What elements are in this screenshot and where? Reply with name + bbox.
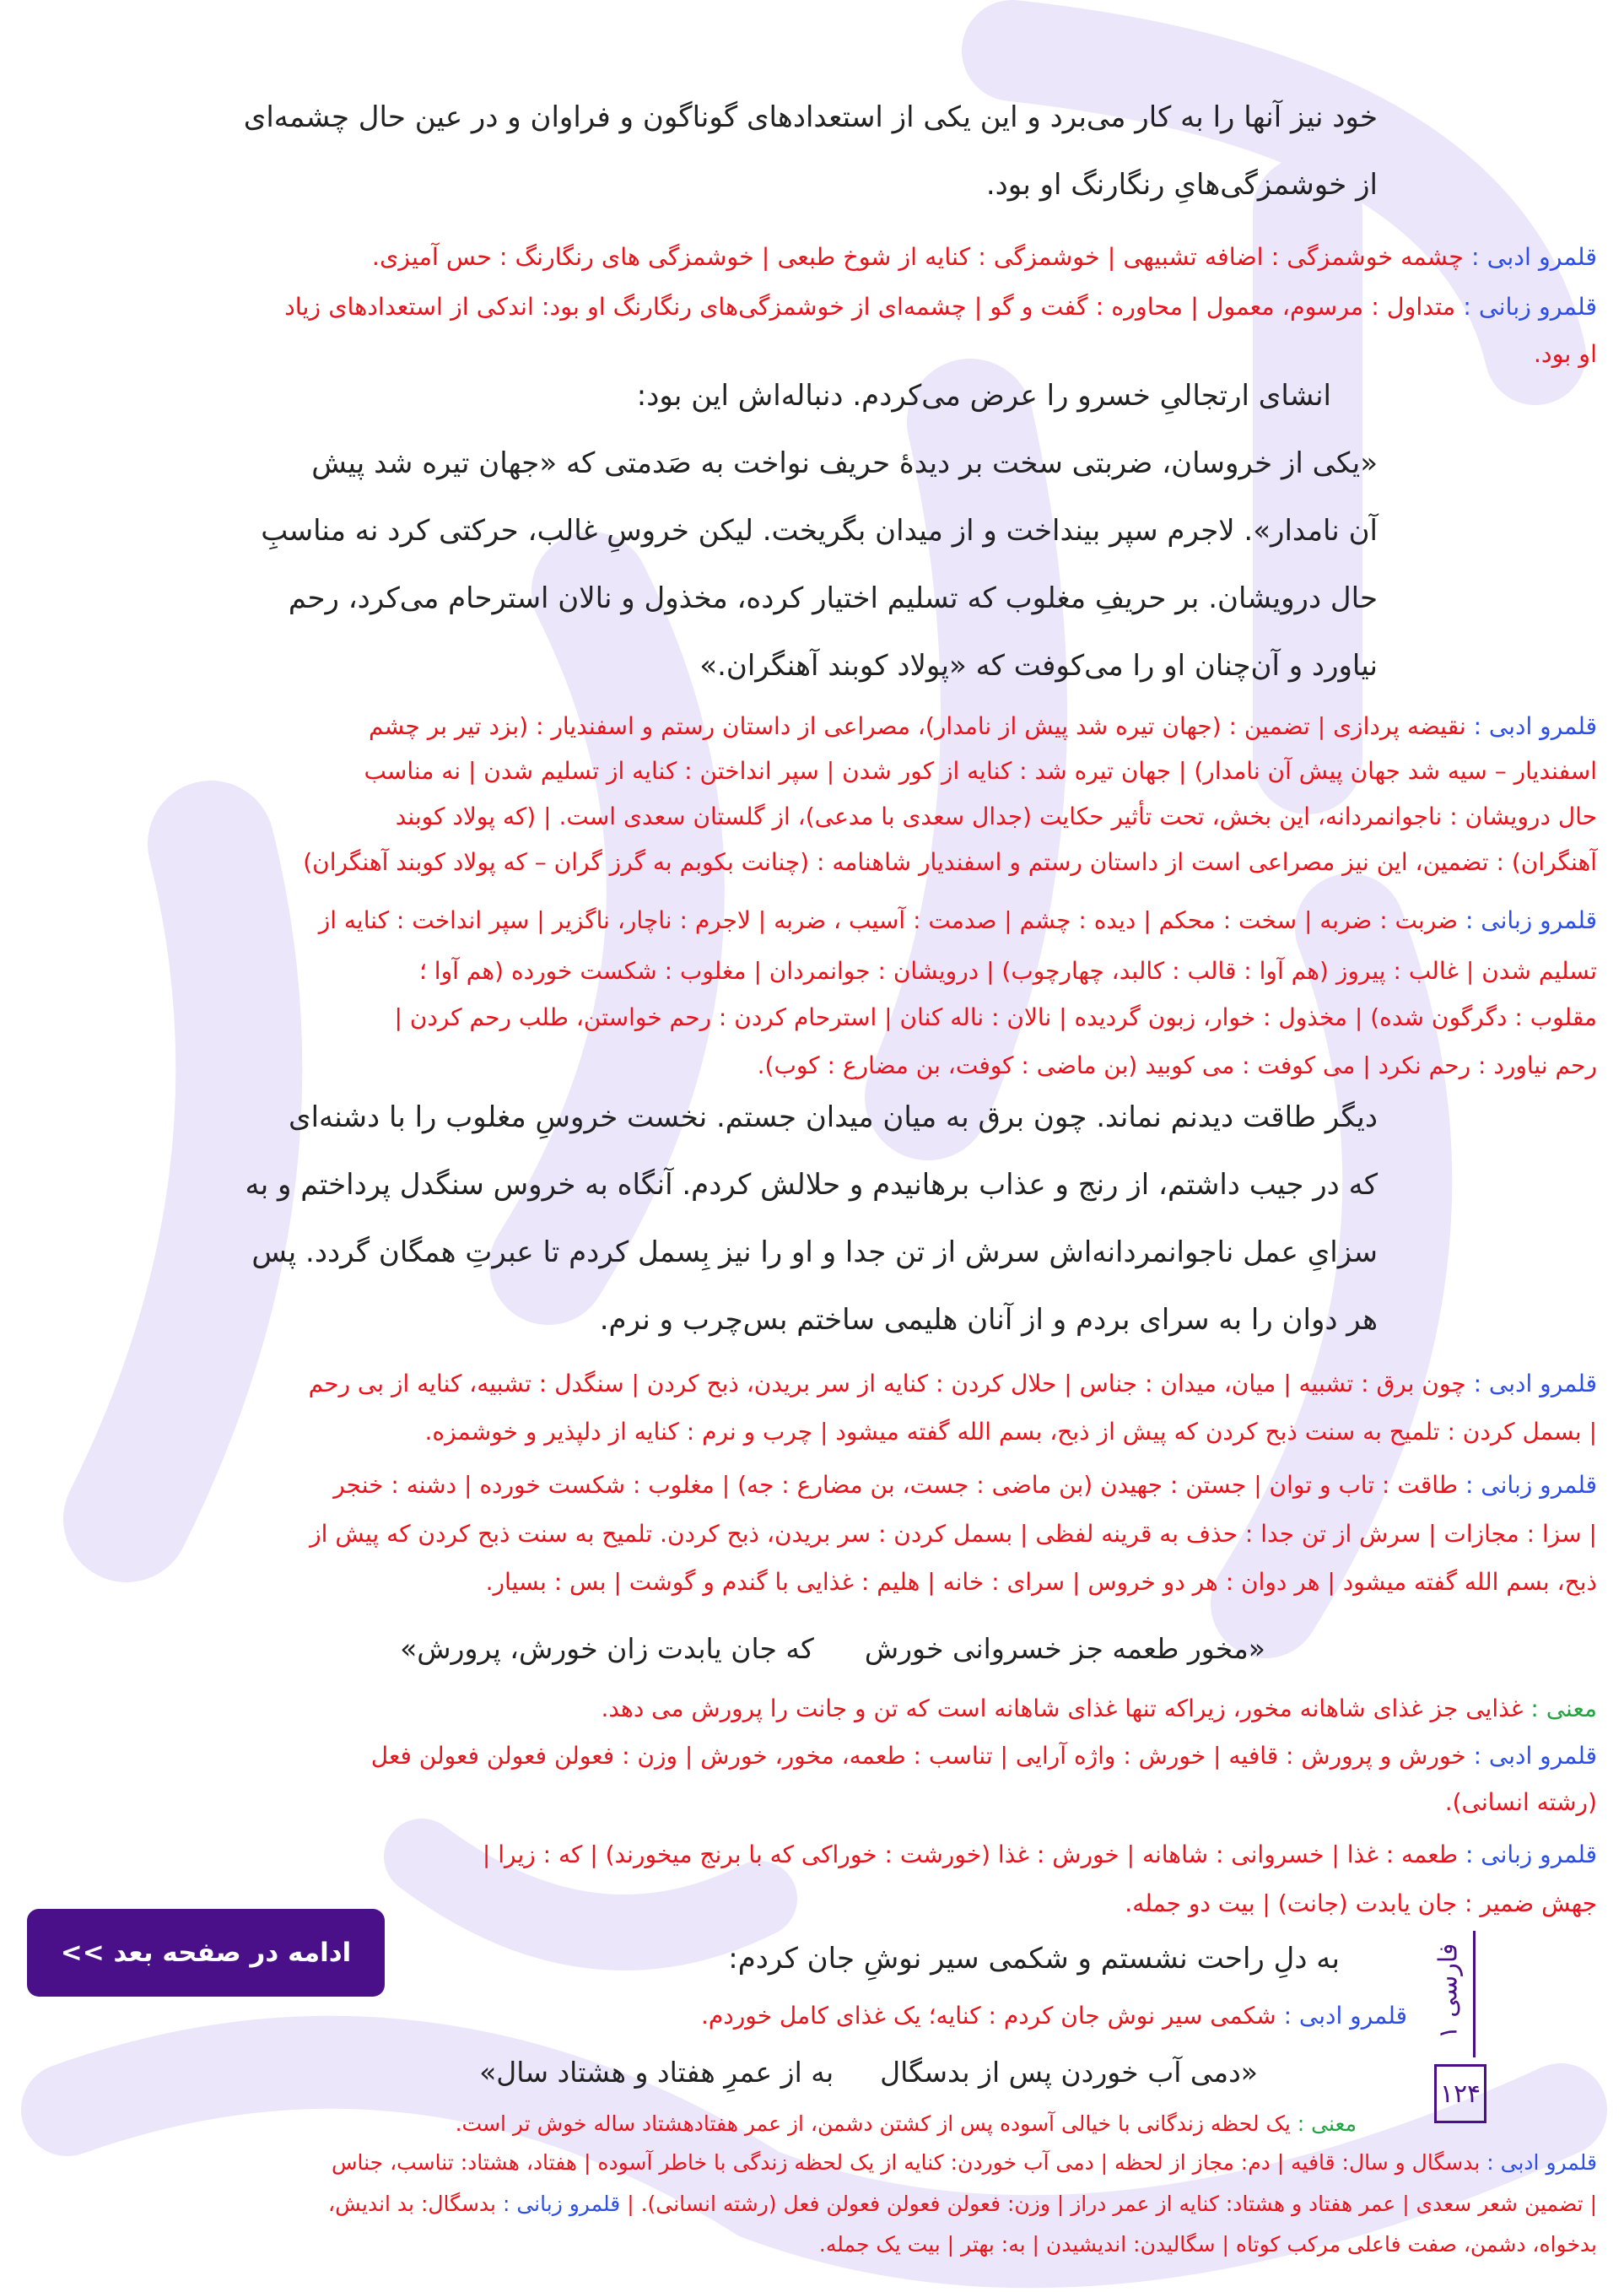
linguistic-note [483,1833,1597,1876]
note-continuation: بدخواه، دشمن، صفت فاعلی مرکب کوتاه | سگالیدن: اندیشیدن | به: بهتر | بیت یک جمله. [818,2232,1597,2257]
passage-line: که در جیب داشتم، از رنج و عذاب برهانیدم و حلالش کردم. آنگاه به خروس سنگدل پرداختم و به [245,1168,1378,1202]
verse-hemistich-2: که جان یابدت زان خورش، پرورش» [400,1632,814,1665]
note-continuation: آهنگران) : تضمین، این نیز مصراعی است از داستان رستم و اسفندیار شاهنامه : (چنانت بکوبم به گرز گران – که پولاد کوبند آهنگران) [303,848,1597,876]
note-label: قلمرو زبانی : [502,2192,621,2216]
note-text: چون برق : تشبیه | میان، میدان : جناس | حلال کردن : کنایه از سر بریدن، ذبح کردن | سنگدل : تشبیه، کنایه از بی رحم [308,1370,1466,1397]
note-continuation: جهش ضمیر : جان یابدت (جانت) | بیت دو جمله. [1125,1889,1597,1917]
note-continuation: | بسمل کردن : تلمیح به سنت ذبح کردن که پیش از ذبح، بسم الله گفته میشود | چرب و نرم : کنایه از دلپذیر و خوشمزه. [424,1418,1597,1446]
note-label: معنی : [1530,1695,1597,1722]
note-text: غذایی جز غذای شاهانه مخور، زیراکه تنها غذای شاهانه است که تن و جانت را پرورش می دهد. [601,1695,1524,1722]
note-text: | تضمین شعر سعدی | عمر هفتاد و هشتاد: کنایه از عمر دراز | وزن: فعولن فعولن فعولن فعل (رشته انسانی). | [627,2192,1597,2216]
note-text: متداول : مرسوم، معمول | محاوره : گفت و گو | چشمه‌ای از خوشمزگی‌های رنگارنگ او بود: اندکی از استعدادهای زیاد [284,293,1456,321]
page-number-box [1434,2064,1486,2123]
note-label: قلمرو زبانی : [1463,293,1597,321]
literary-note [309,1362,1597,1405]
note-text: نقیضه پردازی | تضمین : (جهان تیره شد پیش از نامدار)، مصراعی از داستان رستم و اسفندیار : (بزد تیر بر چشم [368,712,1466,740]
continue-next-page-button[interactable]: ادامه در صفحه بعد >> [27,1909,385,1997]
verse [479,2043,1258,2102]
note-continuation: | سزا : مجازات | سرش از تن جدا : حذف به قرینه لفظی | بسمل کردن : سر بریدن، ذبح کردن. تلمیح به سنت ذبح کردن که پیش از [310,1520,1597,1548]
passage-line: هر دوان را به سرای بردم و از آنان هلیمی ساختم بس‌چرب و نرم. [599,1303,1378,1337]
note-continuation: ذبح، بسم الله گفته میشود | هر دوان : هر دو خروس | سرای : خانه | هلیم : غذایی با گندم و گوشت | بس : بسیار. [485,1568,1597,1596]
passage-line: نیاورد و آن‌چنان او را می‌کوفت که «پولاد کوبند آهنگران.» [699,649,1378,683]
note-continuation: (رشته انسانی). [1444,1788,1597,1816]
page-number: ۱۲۴ [1439,2078,1481,2109]
verse [400,1619,1265,1678]
note-label: قلمرو زبانی : [1465,1841,1597,1868]
passage-line: به دلِ راحت نشستم و شکمی سیر نوشِ جان کردم: [728,1942,1340,1976]
note-text: خورش و پرورش : قافیه | خورش : واژه آرایی | تناسب : طعمه، مخور، خورش | وزن : فعولن فعولن فعولن فعل [370,1742,1466,1770]
note-text: ضربت : ضربه | سخت : محکم | دیده : چشم | صدمت : آسیب ، ضربه | لاجرم : ناچار، ناگزیر | سپر انداخت : کنایه از [318,906,1459,934]
linguistic-note [319,899,1597,942]
note-continuation: حال درویشان : ناجوانمردانه، این بخش، تحت تأثیر حکایت (جدال سعدی با مدعی)، از گلستان سعدی است. | (که پولاد کوبند [395,803,1597,830]
literary-note [372,235,1597,278]
note-continuation: مقلوب : دگرگون شده) | مخذول : خوار، زبون گردیده | نالان : ناله کنان | استرحام کردن : رحم خواستن، طلب رحم کردن | [394,1003,1597,1031]
passage-line: خود نیز آنها را به کار می‌برد و این یکی از استعدادهای گوناگون و فراوان و در عین حال چشمه‌ای [243,100,1378,134]
linguistic-note [284,285,1597,328]
book-title: فارسی ۱ [1433,1943,1464,2040]
note-label: قلمرو زبانی : [1465,1471,1597,1499]
verse-hemistich-2: به از عمرِ هفتاد و هشتاد سال» [479,2056,834,2089]
literary-note [701,1994,1407,2037]
note-text: طعمه : غذا | خسروانی : شاهانه | خورش : غذا (خورشت : خوراکی که با برنج میخورند) | که : زیرا | [482,1841,1459,1868]
passage-line: دیگر طاقت دیدنم نماند. چون برق به میان میدان جستم. نخست خروسِ مغلوب را با دشنه‌ای [288,1100,1378,1134]
note-continuation [328,2185,1597,2224]
note-continuation: اسفندیار – سیه شد جهان پیش آن نامدار) | جهان تیره شد : کنایه از کور شدن | سپر انداختن : کنایه از تسلیم شدن | نه مناسب [364,757,1597,785]
note-continuation: او بود. [1533,340,1597,368]
meaning-note [601,1687,1597,1730]
note-text: شکمی سیر نوش جان کردم : کنایه؛ یک غذای کامل خوردم. [701,2002,1276,2030]
meaning-note [456,2105,1357,2143]
note-label: قلمرو ادبی : [1470,243,1597,271]
note-label: قلمرو ادبی : [1283,2002,1407,2030]
book-label [1424,1931,1476,2057]
note-label: قلمرو زبانی : [1465,906,1597,934]
passage-line: سزایِ عمل ناجوانمردانه‌اش سرش از تن جدا و او را نیز بِسمل کردم تا عبرتِ همگان گردد. پس [251,1235,1378,1269]
note-text: بدسگال: بد اندیش، [328,2192,496,2216]
note-continuation: رحم نیاورد : رحم نکرد | می کوفت : می کوبید (بن ماضی : کوفت، بن مضارع : کوب). [757,1051,1597,1079]
note-label: قلمرو ادبی : [1473,1742,1597,1770]
verse-hemistich-1: «مخور طعمه جز خسروانی خورش [864,1632,1265,1665]
literary-note [369,705,1597,748]
passage-line: «یکی از خروسان، ضربتی سخت بر دیدهٔ حریف نواخت به صَدمتی که «جهان تیره شد پیش [311,446,1378,480]
note-text: بدسگال و سال: قافیه | دم: مجاز از لحظه | دمی آب خوردن: کنایه از یک لحظه زندگی با خاطر آسوده | هفتاد، هشتاد: تناسب، جناس [331,2150,1481,2175]
literary-note [371,1734,1597,1777]
note-label: قلمرو ادبی : [1486,2150,1597,2175]
verse-hemistich-1: «دمی آب خوردن پس از بدسگال [880,2056,1258,2089]
note-continuation: تسلیم شدن | غالب : پیروز (هم آوا : قالب : کالبد، چهارچوب) | درویشان : جوانمردان | مغلوب : شکست خورده (هم آوا ؛ [418,957,1597,985]
note-label: قلمرو ادبی : [1473,1370,1597,1397]
note-label: معنی : [1297,2111,1357,2136]
passage-line: از خوشمزگی‌هایِ رنگارنگ او بود. [985,168,1378,202]
note-text: طاقت : تاب و توان | جستن : جهیدن (بن ماضی : جست، بن مضارع : جه) | مغلوب : شکست خورده | دشنه : خنجر [333,1471,1459,1499]
literary-note [332,2143,1597,2182]
note-text: چشمه خوشمزگی : اضافه تشبیهی | خوشمزگی : کنایه از شوخ طبعی | خوشمزگی های رنگارنگ : حس آمیزی. [371,243,1464,271]
passage-line: آن نامدار». لاجرم سپر بینداخت و از میدان بگریخت. لیکن خروسِ غالب، حرکتی کرد نه مناسبِ [261,514,1378,548]
passage-line: انشای ارتجالیِ خسرو را عرض می‌کردم. دنباله‌اش این بود: [636,379,1331,413]
linguistic-note [333,1463,1597,1506]
passage-line: حال درویشان. بر حریفِ مغلوب که تسلیم اختیار کرده، مخذول و نالان استرحام می‌کرد، رحم [288,581,1378,615]
note-text: یک لحظه زندگانی با خیالی آسوده پس از کشتن دشمن، از عمر هفتادهشتاد ساله خوش تر است. [455,2111,1291,2136]
note-label: قلمرو ادبی : [1473,712,1597,740]
